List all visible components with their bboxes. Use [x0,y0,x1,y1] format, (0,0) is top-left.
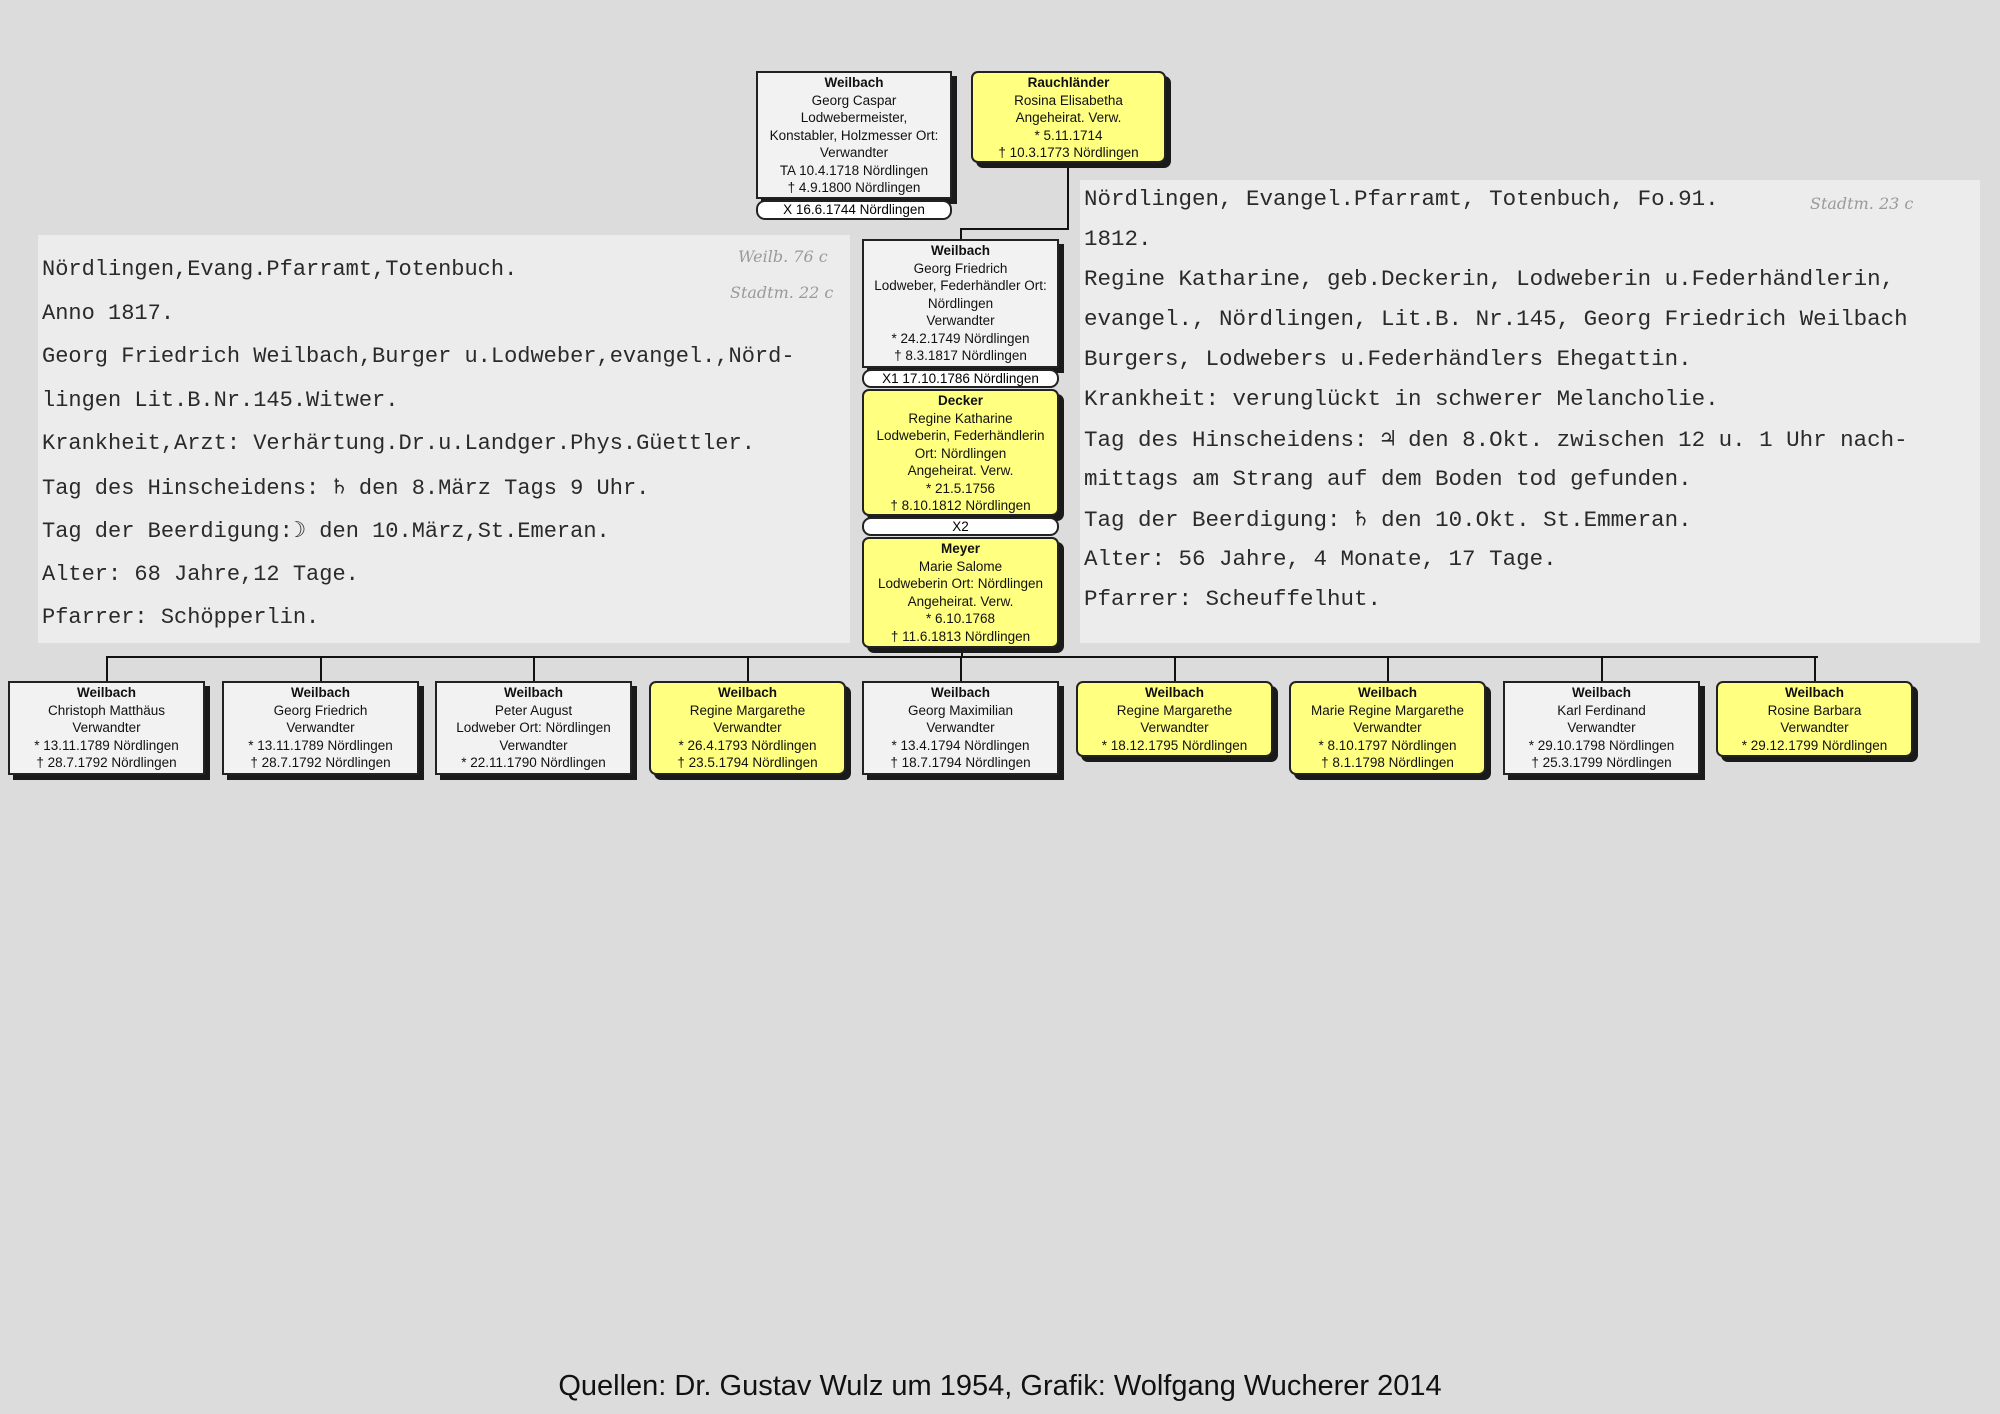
archive-note: Weilb. 76 c [738,247,828,266]
person-detail: Lodweberin Ort: Nördlingen [877,576,1044,591]
record-line: Anno 1817. [42,300,175,326]
record-line: Tag der Beerdigung:☽ den 10.März,St.Emeran. [42,519,610,544]
person-detail: Rosina Elisabetha [1014,92,1123,108]
person-detail: Regine Katharine [908,410,1013,426]
person-detail: Ort: Nördlingen [914,445,1007,461]
person-detail: Peter August [494,702,573,718]
surname: Weilbach [503,685,564,700]
connector-line [1814,656,1816,682]
record-line: Nördlingen,Evang.Pfarramt,Totenbuch. [42,257,518,282]
marriage-label-x2: X2 [862,517,1059,536]
marriage-label-x1: X1 17.10.1786 Nördlingen [862,369,1059,388]
connector-line [106,656,108,682]
person-card-georg-caspar[interactable] [756,71,952,199]
footer-credits: Quellen: Dr. Gustav Wulz um 1954, Grafik: Wolfgang Wucherer 2014 [558,1370,1442,1402]
person-detail: Verwandter [1780,720,1849,735]
person-card-georg-friedrich[interactable] [862,239,1059,368]
person-detail: Verwandter [286,720,355,735]
person-detail: † 8.3.1817 Nördlingen [894,348,1027,363]
person-detail: Marie Regine Margarethe [1310,702,1465,718]
person-detail: Lodweber Ort: Nördlingen [456,720,611,735]
record-line: Nördlingen, Evangel.Pfarramt, Totenbuch, Fo.91. [1084,186,1719,212]
record-line: Tag des Hinscheidens: ♄ den 8.März Tags 9 Uhr. [42,475,650,501]
record-line: Krankheit,Arzt: Verhärtung.Dr.u.Landger.Phys.Güettler. [42,431,755,456]
person-detail: † 18.7.1794 Nördlingen [890,755,1031,770]
child-card[interactable] [222,681,419,775]
child-card[interactable] [649,681,846,775]
surname: Weilbach [1144,685,1205,700]
surname: Weilbach [1571,685,1632,700]
person-detail: † 28.7.1792 Nördlingen [36,755,177,770]
person-card-marie-salome[interactable] [862,537,1059,648]
record-line: 1812. [1084,226,1152,252]
person-detail: † 10.3.1773 Nördlingen [998,145,1139,160]
person-detail: Konstabler, Holzmesser Ort: [769,127,939,143]
marriage-label-grandparents: X 16.6.1744 Nördlingen [756,200,952,220]
person-detail: † 8.1.1798 Nördlingen [1321,755,1454,770]
child-card[interactable] [862,681,1059,775]
record-line: Alter: 56 Jahre, 4 Monate, 17 Tage. [1084,546,1557,572]
surname: Weilbach [930,685,991,700]
record-line: Burgers, Lodwebers u.Federhändlers Ehegattin. [1084,346,1692,372]
person-card-regine-katharine[interactable] [862,389,1059,516]
connector-line [1174,656,1176,682]
person-detail: * 22.11.1790 Nördlingen [461,755,606,770]
person-detail: † 8.10.1812 Nördlingen [890,498,1031,513]
person-detail: Verwandter [713,720,782,735]
connector-line [1601,656,1603,682]
record-line: Tag der Beerdigung: ♄ den 10.Okt. St.Emmeran. [1084,507,1692,533]
surname: Weilbach [76,685,137,700]
person-detail: Verwandter [1353,720,1422,735]
archive-note: Stadtm. 22 c [730,283,834,302]
record-line: Pfarrer: Schöpperlin. [42,605,320,630]
person-detail: Verwandter [1140,720,1209,735]
surname: Weilbach [717,685,778,700]
person-detail: Angeheirat. Verw. [907,593,1014,609]
person-detail: Lodweber, Federhändler Ort: [874,278,1047,293]
person-detail: Lodweberin, Federhändlerin [876,428,1045,443]
person-detail: Verwandter [1567,720,1636,735]
person-detail: Lodwebermeister, [800,110,908,125]
person-detail: Karl Ferdinand [1557,702,1646,718]
person-detail: Georg Friedrich [913,260,1008,276]
person-detail: † 25.3.1799 Nördlingen [1531,755,1672,770]
person-detail: Christoph Matthäus [47,702,166,718]
person-detail: Angeheirat. Verw. [907,463,1014,478]
connector-line [533,656,535,682]
connector-line [1067,163,1069,229]
surname: Weilbach [1784,685,1845,700]
person-detail: * 5.11.1714 [1034,127,1103,143]
person-detail: † 11.6.1813 Nördlingen [890,628,1031,644]
record-line: Krankheit: verunglückt in schwerer Melancholie. [1084,386,1719,412]
surname: Weilbach [930,243,991,258]
connector-line [960,656,962,682]
person-detail: Verwandter [819,145,889,160]
person-detail: Regine Margarethe [1116,702,1233,718]
connector-line [747,656,749,682]
person-detail: Georg Caspar [811,92,897,108]
person-detail: Regine Margarethe [689,702,806,718]
person-detail: Marie Salome [918,558,1003,574]
person-detail: TA 10.4.1718 Nördlingen [779,162,929,178]
death-record-regine-katharine [1080,180,1980,643]
child-card[interactable] [1289,681,1486,775]
person-detail: Verwandter [926,313,995,328]
person-detail: Georg Maximilian [907,702,1014,718]
record-line: mittags am Strang auf dem Boden tod gefunden. [1084,466,1692,492]
record-line: Alter: 68 Jahre,12 Tage. [42,561,359,587]
person-detail: * 21.5.1756 [925,480,996,496]
person-detail: * 13.4.1794 Nördlingen [891,737,1030,753]
record-line: Regine Katharine, geb.Deckerin, Lodweberin u.Federhändlerin, [1084,266,1895,292]
surname: Meyer [940,541,981,556]
archive-note: Stadtm. 23 c [1810,194,1914,213]
surname: Weilbach [290,685,351,700]
person-detail: * 29.10.1798 Nördlingen [1528,737,1675,753]
person-detail: Angeheirat. Verw. [1015,110,1122,125]
children-bar [108,656,1818,658]
record-line: Pfarrer: Scheuffelhut. [1084,586,1382,612]
record-line: Georg Friedrich Weilbach,Burger u.Lodweber,evangel.,Nörd- [42,344,795,369]
person-detail: † 28.7.1792 Nördlingen [250,755,391,770]
surname: Weilbach [824,75,884,90]
connector-line [1387,656,1389,682]
child-card[interactable] [8,681,205,775]
record-line: Tag des Hinscheidens: ♃ den 8.Okt. zwischen 12 u. 1 Uhr nach- [1084,427,1908,453]
person-detail: * 6.10.1768 [925,611,996,626]
child-card[interactable] [1716,681,1913,757]
record-line: evangel., Nördlingen, Lit.B. Nr.145, Georg Friedrich Weilbach [1084,306,1908,332]
person-detail: Verwandter [72,720,141,735]
person-detail: * 13.11.1789 Nördlingen [248,737,393,753]
person-detail: * 24.2.1749 Nördlingen [891,330,1030,346]
person-detail: Nördlingen [927,295,994,311]
child-card[interactable] [1503,681,1700,775]
surname: Rauchländer [1027,75,1110,90]
death-record-georg-friedrich [38,235,850,643]
person-detail: Verwandter [499,737,568,753]
person-detail: Rosine Barbara [1767,702,1862,718]
child-card[interactable] [435,681,632,775]
person-detail: * 29.12.1799 Nördlingen [1741,737,1888,753]
surname: Weilbach [1357,685,1418,700]
person-detail: * 13.11.1789 Nördlingen [34,737,179,753]
person-detail: † 4.9.1800 Nördlingen [787,180,921,195]
surname: Decker [937,393,984,408]
person-detail: * 18.12.1795 Nördlingen [1101,737,1248,753]
person-detail: Verwandter [926,720,995,735]
connector-line [960,228,1069,230]
connector-line [320,656,322,682]
person-card-rosina-elisabetha[interactable] [971,71,1166,163]
person-detail: * 8.10.1797 Nördlingen [1318,737,1457,753]
record-line: lingen Lit.B.Nr.145.Witwer. [42,387,399,413]
child-card[interactable] [1076,681,1273,757]
person-detail: Georg Friedrich [273,702,368,718]
person-detail: * 26.4.1793 Nördlingen [678,737,817,753]
person-detail: † 23.5.1794 Nördlingen [677,755,818,770]
